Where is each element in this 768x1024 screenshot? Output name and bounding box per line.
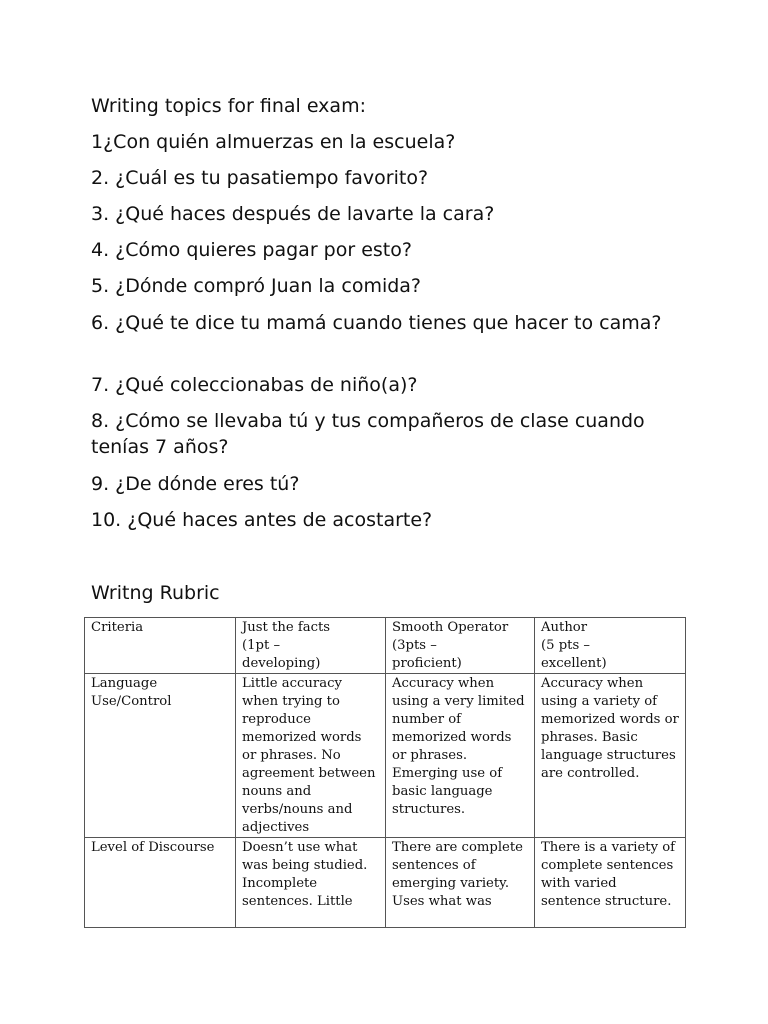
rubric-table	[84, 617, 686, 928]
question-2: 2. ¿Cuál es tu pasatiempo favorito?	[91, 167, 429, 189]
header-excellent-points: (5 pts –	[541, 638, 591, 653]
proficient-cell: Accuracy when using a very limited number of memorized words or phrases. Emerging use of basic language structures.	[386, 674, 535, 838]
header-proficient-points: (3pts –	[392, 638, 437, 653]
header-excellent	[535, 618, 686, 674]
rubric-title: Writng Rubric	[91, 582, 220, 604]
developing-cell: Little accuracy when trying to reproduce memorized words or phrases. No agreement between nouns and verbs/nouns and adjectives	[236, 674, 386, 838]
header-proficient	[386, 618, 535, 674]
question-6: 6. ¿Qué te dice tu mamá cuando tienes que hacer to cama?	[91, 312, 662, 334]
question-4: 4. ¿Cómo quieres pagar por esto?	[91, 239, 412, 261]
excellent-cell: There is a variety of complete sentences with varied sentence structure.	[535, 838, 686, 928]
criteria-cell: Level of Discourse	[85, 838, 236, 928]
header-developing	[236, 618, 386, 674]
header-developing-title: Just the facts	[242, 620, 331, 635]
question-9: 9. ¿De dónde eres tú?	[91, 473, 300, 495]
header-developing-level: developing)	[242, 656, 321, 671]
question-5: 5. ¿Dónde compró Juan la comida?	[91, 275, 422, 297]
header-excellent-level: excellent)	[541, 656, 607, 671]
excellent-cell: Accuracy when using a variety of memorized words or phrases. Basic language structures are controlled.	[535, 674, 686, 838]
question-8: 8. ¿Cómo se llevaba tú y tus compañeros de clase cuando tenías 7 años?	[91, 410, 645, 458]
rubric-row-language-use	[85, 674, 686, 838]
question-7: 7. ¿Qué coleccionabas de niño(a)?	[91, 374, 418, 396]
rubric-header-row	[85, 618, 686, 674]
rubric-row-level-of-discourse	[85, 838, 686, 928]
question-3: 3. ¿Qué haces después de lavarte la cara?	[91, 203, 495, 225]
header-developing-points: (1pt –	[242, 638, 281, 653]
header-proficient-level: proficient)	[392, 656, 462, 671]
question-1: 1¿Con quién almuerzas en la escuela?	[91, 131, 456, 153]
question-10: 10. ¿Qué haces antes de acostarte?	[91, 509, 433, 531]
header-criteria-label: Criteria	[91, 620, 144, 635]
developing-cell: Doesn’t use what was being studied. Incomplete sentences. Little	[236, 838, 386, 928]
header-criteria	[85, 618, 236, 674]
page-title: Writing topics for final exam:	[91, 95, 366, 117]
header-proficient-title: Smooth Operator	[392, 620, 509, 635]
header-excellent-title: Author	[541, 620, 588, 635]
proficient-cell: There are complete sentences of emerging variety. Uses what was	[386, 838, 535, 928]
criteria-cell: Language Use/Control	[85, 674, 236, 838]
